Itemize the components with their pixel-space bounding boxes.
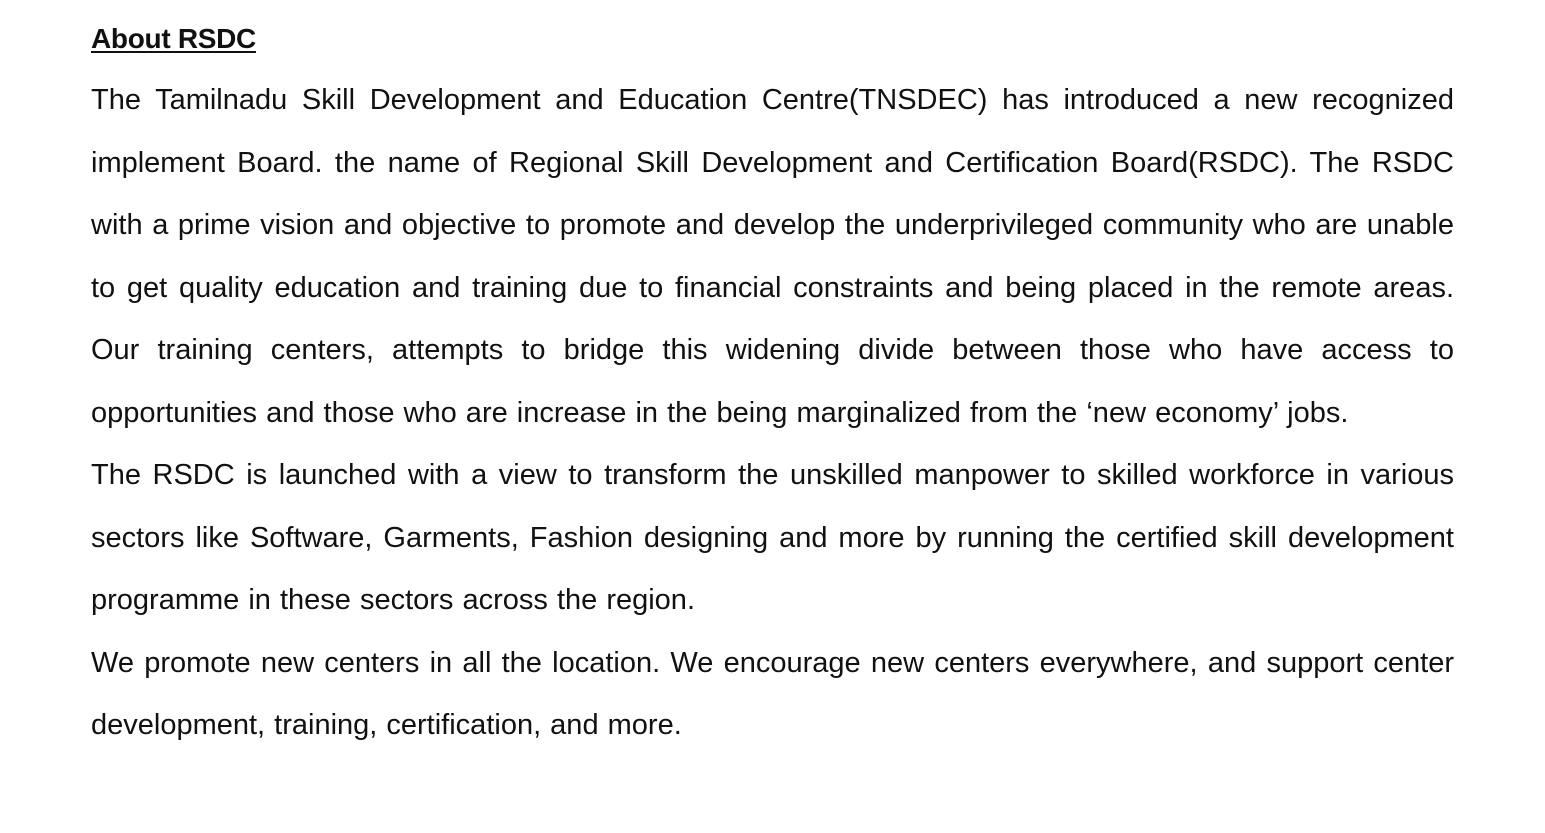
about-paragraph-centers: We promote new centers in all the location. We encourage new centers everywhere, and support center development, training, certification, and more. [91, 646, 1454, 741]
about-paragraph-intro: The Tamilnadu Skill Development and Education Centre(TNSDEC) has introduced a new recognized implement Board. the name of Regional Skill Development and Certification Board(RSDC). The RSDC with a prime vision and objective to promote and develop the underprivileged community who are unable to get quality education and training due to financial constraints and being placed in the remote areas. Our training centers, attempts to bridge this widening divide between those who have access to opportunities and those who are increase in the being marginalized from the ‘new economy’ jobs. [91, 84, 1454, 429]
about-paragraph-mission: The RSDC is launched with a view to transform the unskilled manpower to skilled workforce in various sectors like Software, Garments, Fashion designing and more by running the certified skill development programme in these sectors across the region. [91, 459, 1454, 616]
about-section [91, 18, 1454, 757]
about-heading: About RSDC [91, 23, 256, 54]
